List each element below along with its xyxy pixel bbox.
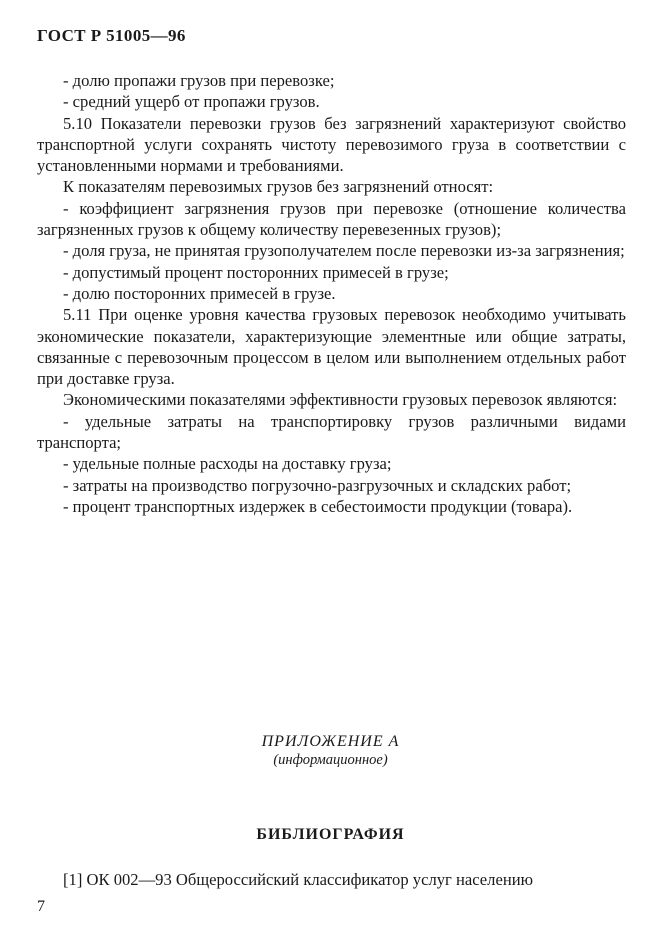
paragraph: - средний ущерб от пропажи грузов. <box>63 92 320 112</box>
body-text <box>37 70 626 517</box>
paragraph: - допустимый процент посторонних примесей в грузе; <box>63 262 449 282</box>
paragraph: - долю пропажи грузов при перевозке; <box>63 71 335 90</box>
paragraph: - процент транспортных издержек в себестоимости продукции (товара). <box>63 496 573 516</box>
document-header: ГОСТ Р 51005—96 <box>37 26 186 45</box>
paragraph: 5.11 При оценке уровня качества грузовых перевозок необходимо учитывать экономические показатели, характеризующие элементные или общие затраты, связанные с перевозочным процессом в целом или выполнением отдельных работ при доставке груза. <box>37 305 626 389</box>
appendix-title: ПРИЛОЖЕНИЕ А <box>261 733 400 750</box>
paragraph: - долю посторонних примесей в грузе. <box>63 283 336 303</box>
paragraph: 5.10 Показатели перевозки грузов без загрязнений характеризуют свойство транспортной услуги сохранять чистоту перевозимого груза в соответствии с установленными нормами и требованиями. <box>37 113 626 176</box>
paragraph: К показателям перевозимых грузов без загрязнений относят: <box>63 177 494 197</box>
bibliography-title: БИБЛИОГРАФИЯ <box>256 826 405 843</box>
paragraph: - затраты на производство погрузочно-разгрузочных и складских работ; <box>63 475 572 495</box>
bibliography-entry: [1] ОК 002—93 Общероссийский классификатор услуг населению <box>63 870 533 889</box>
appendix-subtitle: (информационное) <box>273 752 388 768</box>
page-number: 7 <box>37 898 45 915</box>
paragraph: - коэффициент загрязнения грузов при перевозке (отношение количества загрязненных грузов к общему количеству перевезенных грузов); <box>37 198 626 240</box>
paragraph: Экономическими показателями эффективности грузовых перевозок являются: <box>63 390 618 410</box>
paragraph: - доля груза, не принятая грузополучателем после перевозки из-за загрязнения; <box>63 241 625 261</box>
paragraph: - удельные затраты на транспортировку грузов различными видами транспорта; <box>37 411 626 453</box>
paragraph: - удельные полные расходы на доставку груза; <box>63 454 392 474</box>
